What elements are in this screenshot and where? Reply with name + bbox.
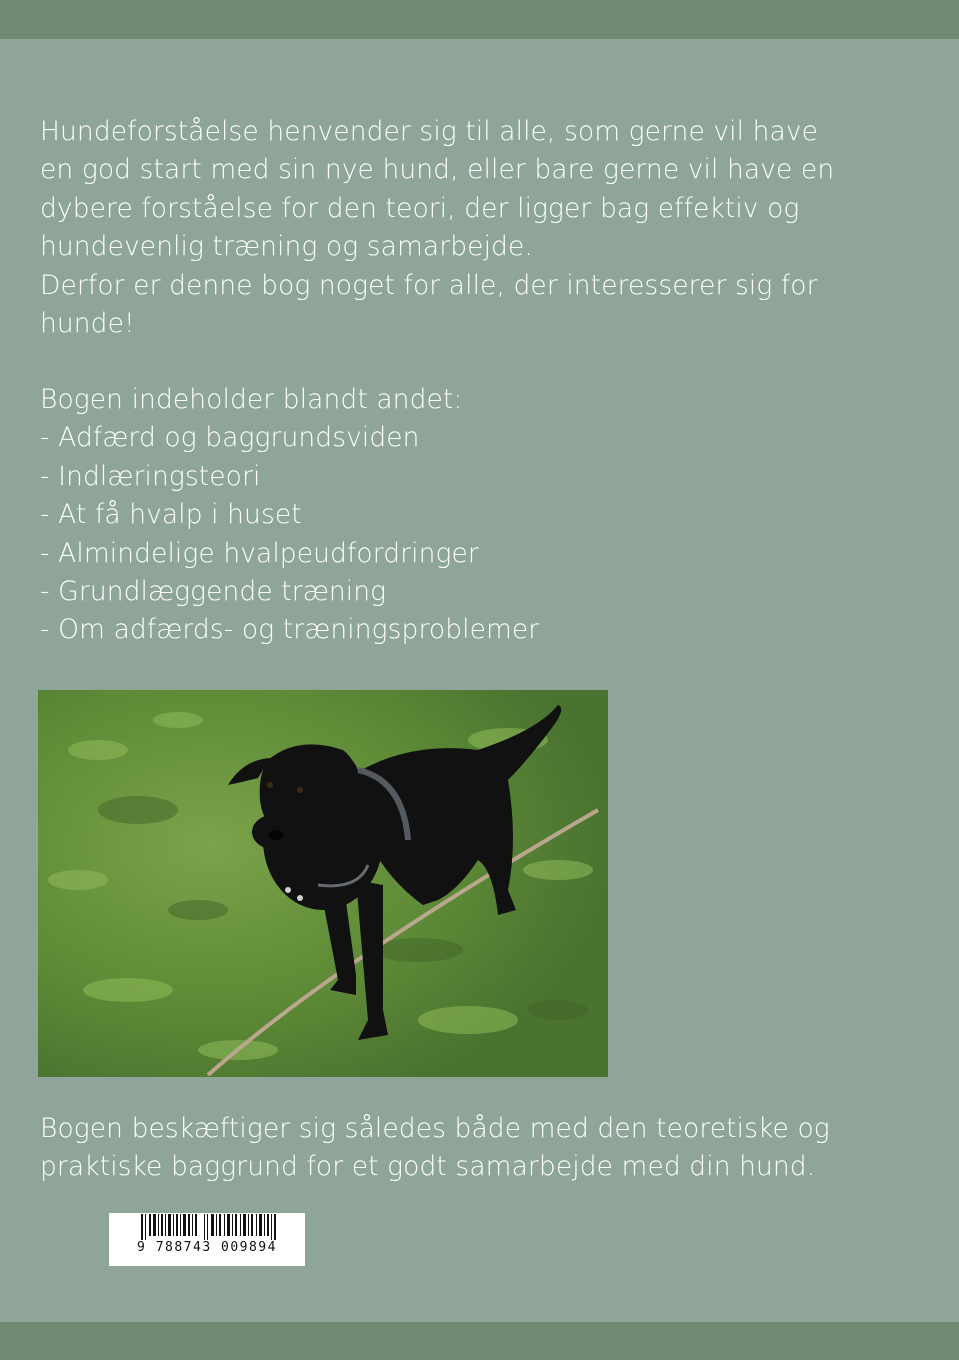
closing-paragraph [40,1110,920,1187]
list-item: - At få hvalp i huset [40,499,302,531]
outro-line: praktiske baggrund for et godt samarbejde med din hund. [40,1151,816,1183]
list-item: - Indlæringsteori [40,460,261,492]
barcode-bars [109,1213,305,1243]
intro-line: en god start med sin nye hund, eller bare gerne vil have en [40,154,835,186]
intro-line: Hundeforståelse henvender sig til alle, som gerne vil have [40,116,819,147]
list-item: - Adfærd og baggrundsviden [40,422,420,454]
dog-photo-illustration [38,690,608,1077]
isbn-barcode [109,1213,305,1266]
intro-line: Derfor er denne bog noget for alle, der interesserer sig for [40,269,818,301]
intro-line: hundevenlig træning og samarbejde. [40,231,533,263]
intro-line: dybere forståelse for den teori, der ligger bag effektiv og [40,192,800,224]
top-band [0,0,959,39]
dog-photo [38,690,608,1077]
contents-heading: Bogen indeholder blandt andet: [40,384,463,415]
barcode-digits: 9 788743 009894 [137,1240,277,1255]
list-item: - Om adfærds- og træningsproblemer [40,614,540,646]
intro-paragraph [40,113,920,343]
bottom-band [0,1322,959,1360]
outro-line: Bogen beskæftiger sig således både med den teoretiske og [40,1113,830,1144]
list-item: - Grundlæggende træning [40,576,387,608]
contents-list [40,381,920,650]
intro-line: hunde! [40,308,135,340]
list-item: - Almindelige hvalpeudfordringer [40,537,479,569]
